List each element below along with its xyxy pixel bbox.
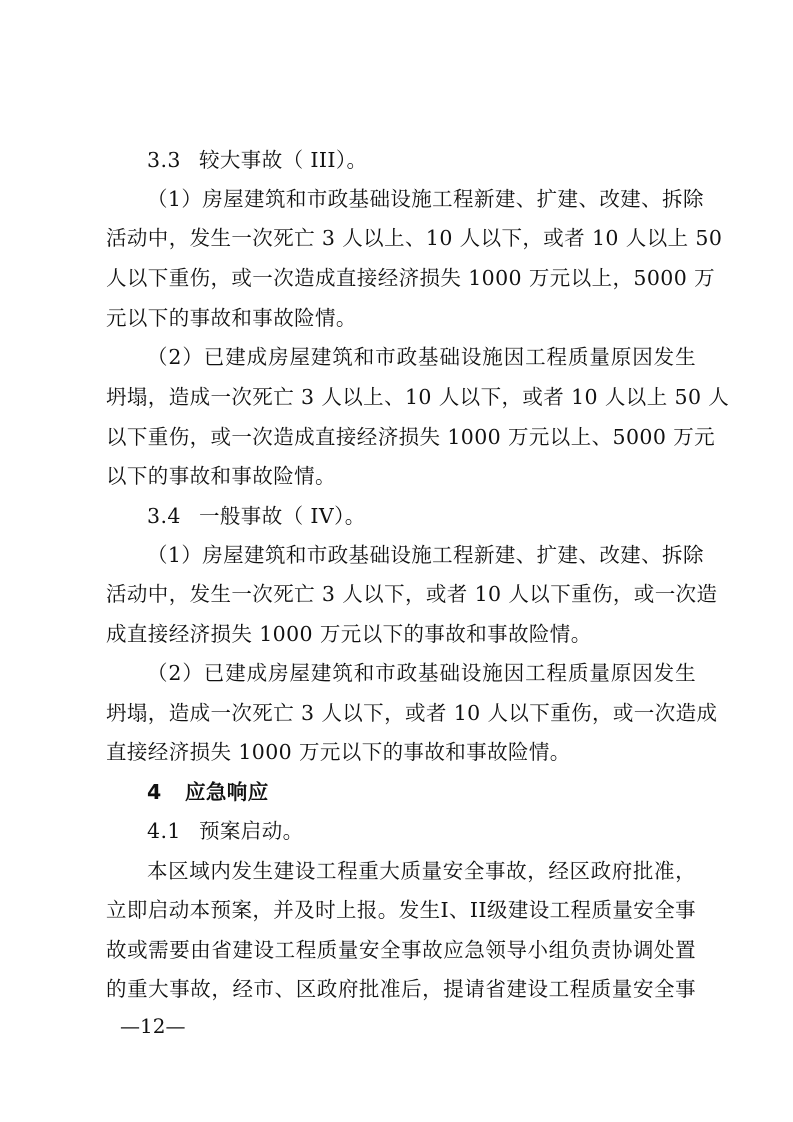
paragraph-line: 的重大事故，经市、区政府批准后，提请省建设工程质量安全事: [106, 977, 696, 1001]
paragraph-line: 活动中，发生一次死亡 3 人以上、10 人以下，或者 10 人以上 50: [106, 226, 723, 250]
paragraph-line: 活动中，发生一次死亡 3 人以下，或者 10 人以下重伤，或一次造: [106, 582, 718, 606]
section-number: 3.3: [147, 148, 181, 172]
section-heading-3-3: [147, 146, 367, 174]
section-number: 4: [147, 780, 162, 804]
paragraph-line: （2）已建成房屋建筑和市政基础设施因工程质量原因发生: [147, 661, 696, 685]
section-heading-4: [147, 778, 269, 806]
section-title: 预案启动。: [199, 819, 304, 843]
page-number: —12—: [120, 1014, 186, 1038]
section-title: 一般事故（ IV）。: [199, 504, 366, 528]
section-number: 4.1: [147, 819, 181, 843]
paragraph-line: （2）已建成房屋建筑和市政基础设施因工程质量原因发生: [147, 345, 696, 369]
section-title: 应急响应: [185, 780, 269, 804]
paragraph-line: （1）房屋建筑和市政基础设施工程新建、扩建、改建、拆除: [147, 187, 704, 211]
paragraph-line: （1）房屋建筑和市政基础设施工程新建、扩建、改建、拆除: [147, 543, 704, 567]
paragraph-line: 坍塌，造成一次死亡 3 人以上、10 人以下，或者 10 人以上 50 人: [106, 385, 730, 409]
paragraph-line: 人以下重伤，或一次造成直接经济损失 1000 万元以上，5000 万: [106, 266, 715, 290]
paragraph-line: 立即启动本预案，并及时上报。发生I、II级建设工程质量安全事: [106, 898, 696, 922]
paragraph-line: 以下重伤，或一次造成直接经济损失 1000 万元以上、5000 万元: [106, 425, 715, 449]
paragraph-line: 成直接经济损失 1000 万元以下的事故和事故险情。: [106, 622, 592, 646]
paragraph-line: 直接经济损失 1000 万元以下的事故和事故险情。: [106, 740, 571, 764]
paragraph-line: 故或需要由省建设工程质量安全事故应急领导小组负责协调处置: [106, 938, 696, 962]
section-number: 3.4: [147, 504, 181, 528]
section-heading-4-1: [147, 817, 304, 845]
paragraph-line: 坍塌，造成一次死亡 3 人以下，或者 10 人以下重伤，或一次造成: [106, 701, 718, 725]
section-heading-3-4: [147, 502, 366, 530]
section-title: 较大事故（ III）。: [199, 148, 368, 172]
paragraph-line: 以下的事故和事故险情。: [106, 464, 336, 488]
paragraph-line: 本区域内发生建设工程重大质量安全事故，经区政府批准，: [147, 859, 696, 883]
paragraph-line: 元以下的事故和事故险情。: [106, 306, 357, 330]
